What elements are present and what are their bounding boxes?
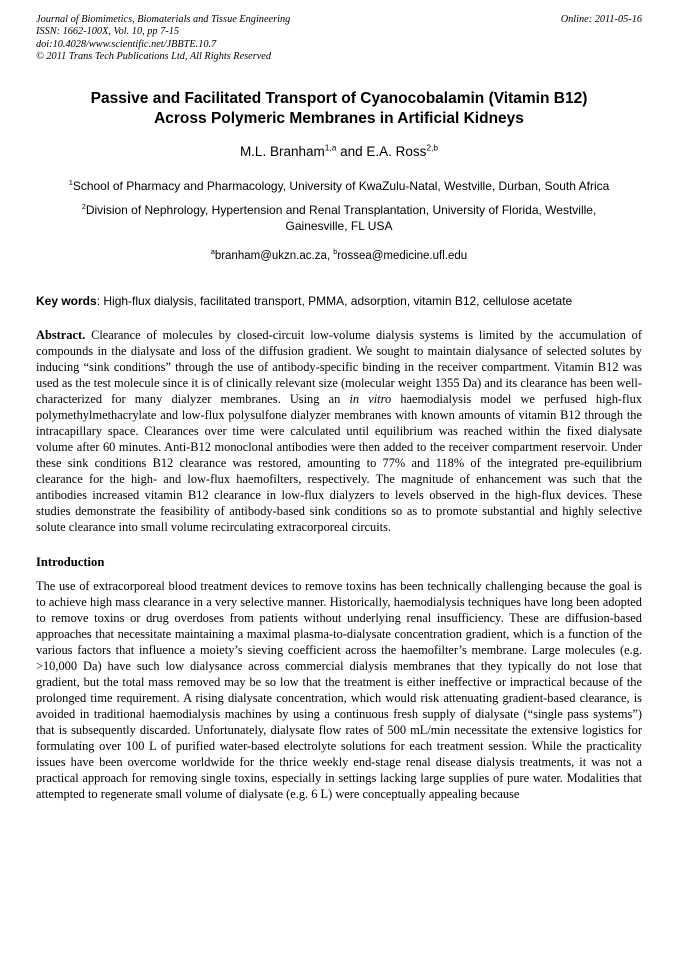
paper-title-line-2: Across Polymeric Membranes in Artificial Kidneys [154, 110, 524, 128]
affiliation-2-superscript: 2 [81, 201, 86, 211]
journal-doi: doi:10.4028/www.scientific.net/JBBTE.10.7 [36, 38, 217, 50]
affiliation-1-superscript: 1 [68, 177, 73, 187]
abstract-text-part-2: haemodialysis model we perfused high-flux polymethylmethacrylate and low-flux polysulfone dialyzer membranes with known amounts of vitamin B12 through the intracapillary space. Clearances over time were calculated until equilibrium was reached within the fixed dialysate volume after 60 minutes. Anti-B12 monoclonal antibodies were then added to the receiver compartment reservoir. Under these sink conditions B12 clearance was restored, amounting to 77% and 118% of the integrated pre-equilibrium clearance for the high- and low-flux haemofilters, respectively. The magnitude of enhancement was such that the antibodies increased vitamin B12 clearance in low-flux dialyzers to levels observed in the high-flux devices. These studies demonstrate the feasibility of antibody-based sink conditions so as to promote substantial and highly selective solute clearance into small volume recirculating extracorporeal circuits. [36, 392, 643, 535]
email-2-superscript: b [333, 248, 338, 257]
introduction-paragraph: The use of extracorporeal blood treatment devices to remove toxins has been technically challenging because the goal is to achieve high mass clearance in a very selective manner. Historically, haemodialysis techniques have long been adopted to remove toxins or drug overdoses from patients without underlying renal insufficiency. These are diffusion-based approaches that necessitate maintaining a maximal plasma-to-dialysate concentration gradient, which is a function of the various factors that influence a moiety’s sieving coefficient across the haemofilter’s membrane. Large molecules (e.g. >10,000 Da) have such low dialysance across commercial dialysis membranes that they typically do not lose that gradient, but the total mass removed may be so low that the treatment is either ineffective or impractical because of the prolonged time requirement. A rising dialysate concentration, which would risk attenuating gradient-based clearance, is avoided in traditional haemodialysis machines by using a continuous fresh supply of dialysate (“single pass systems”) that is subsequently discarded. Unfortunately, dialysate flow rates of 500 mL/min necessitate the extensive logistics for formulating over 100 L of purified water-based electrolyte solutions for each treatment session. While the practicality issues have been overcome worldwide for the thrice weekly end-stage renal disease dialysis treatments, it was not a practical approach for removing single toxins, especially in settings lacking large supplies of pure water. Modalities that attempted to regenerate small volume of dialysate (e.g. 6 L) were conceptually appealing because [36, 579, 642, 802]
online-date: Online: 2011-05-16 [560, 14, 642, 25]
abstract-text-part-1: Clearance of molecules by closed-circuit low-volume dialysis systems is limited by the accumulation of compounds in the dialysate and loss of the diffusion gradient. We sought to maintain dialysance of selected solutes by inducing “sink conditions” through the use of antibody-specific binding in the receiver compartment. Vitamin B12 was used as the test molecule since it is of clinically relevant size (molecular weight 1355 Da) and its clearance has been well-characterized for many dialyzer membranes. Using an [36, 328, 642, 407]
introduction-heading: Introduction [36, 555, 105, 570]
journal-issn-volume: ISSN: 1662-100X, Vol. 10, pp 7-15 [36, 26, 179, 38]
abstract-paragraph [36, 327, 642, 535]
author-1-superscript: 1,a [324, 142, 337, 153]
paper-title [36, 89, 642, 129]
journal-header [36, 14, 642, 63]
keywords-label: Key words [36, 294, 97, 309]
keywords-line [36, 294, 642, 310]
author-emails [36, 250, 642, 262]
affiliation-1-text: School of Pharmacy and Pharmacology, University of KwaZulu-Natal, Westville, Durban, South Africa [72, 178, 610, 193]
affiliation-2-text: Division of Nephrology, Hypertension and Renal Transplantation, University of Florida, Westville, Gainesville, FL USA [85, 202, 597, 233]
author-2-superscript: 2,b [426, 142, 439, 153]
paper-title-line-1: Passive and Facilitated Transport of Cyanocobalamin (Vitamin B12) [90, 90, 588, 108]
email-1-superscript: a [210, 248, 215, 257]
authors-line [36, 144, 642, 159]
authors-connector: and [336, 143, 367, 159]
abstract-label: Abstract. [36, 328, 86, 343]
affiliation-2 [51, 203, 627, 235]
journal-info [36, 14, 290, 63]
author-1-name: M.L. Branham [239, 143, 325, 159]
keywords-text: : High-flux dialysis, facilitated transport, PMMA, adsorption, vitamin B12, cellulose acetate [96, 294, 573, 309]
journal-copyright: © 2011 Trans Tech Publications Ltd, All Rights Reserved [36, 50, 272, 62]
email-2: rossea@medicine.ufl.edu [337, 250, 468, 263]
email-1: branham@ukzn.ac.za, [214, 250, 334, 263]
journal-title: Journal of Biomimetics, Biomaterials and Tissue Engineering [36, 14, 291, 25]
affiliation-1 [51, 179, 627, 195]
author-2-name: E.A. Ross [366, 143, 427, 159]
abstract-italic-phrase: in vitro [349, 392, 392, 407]
